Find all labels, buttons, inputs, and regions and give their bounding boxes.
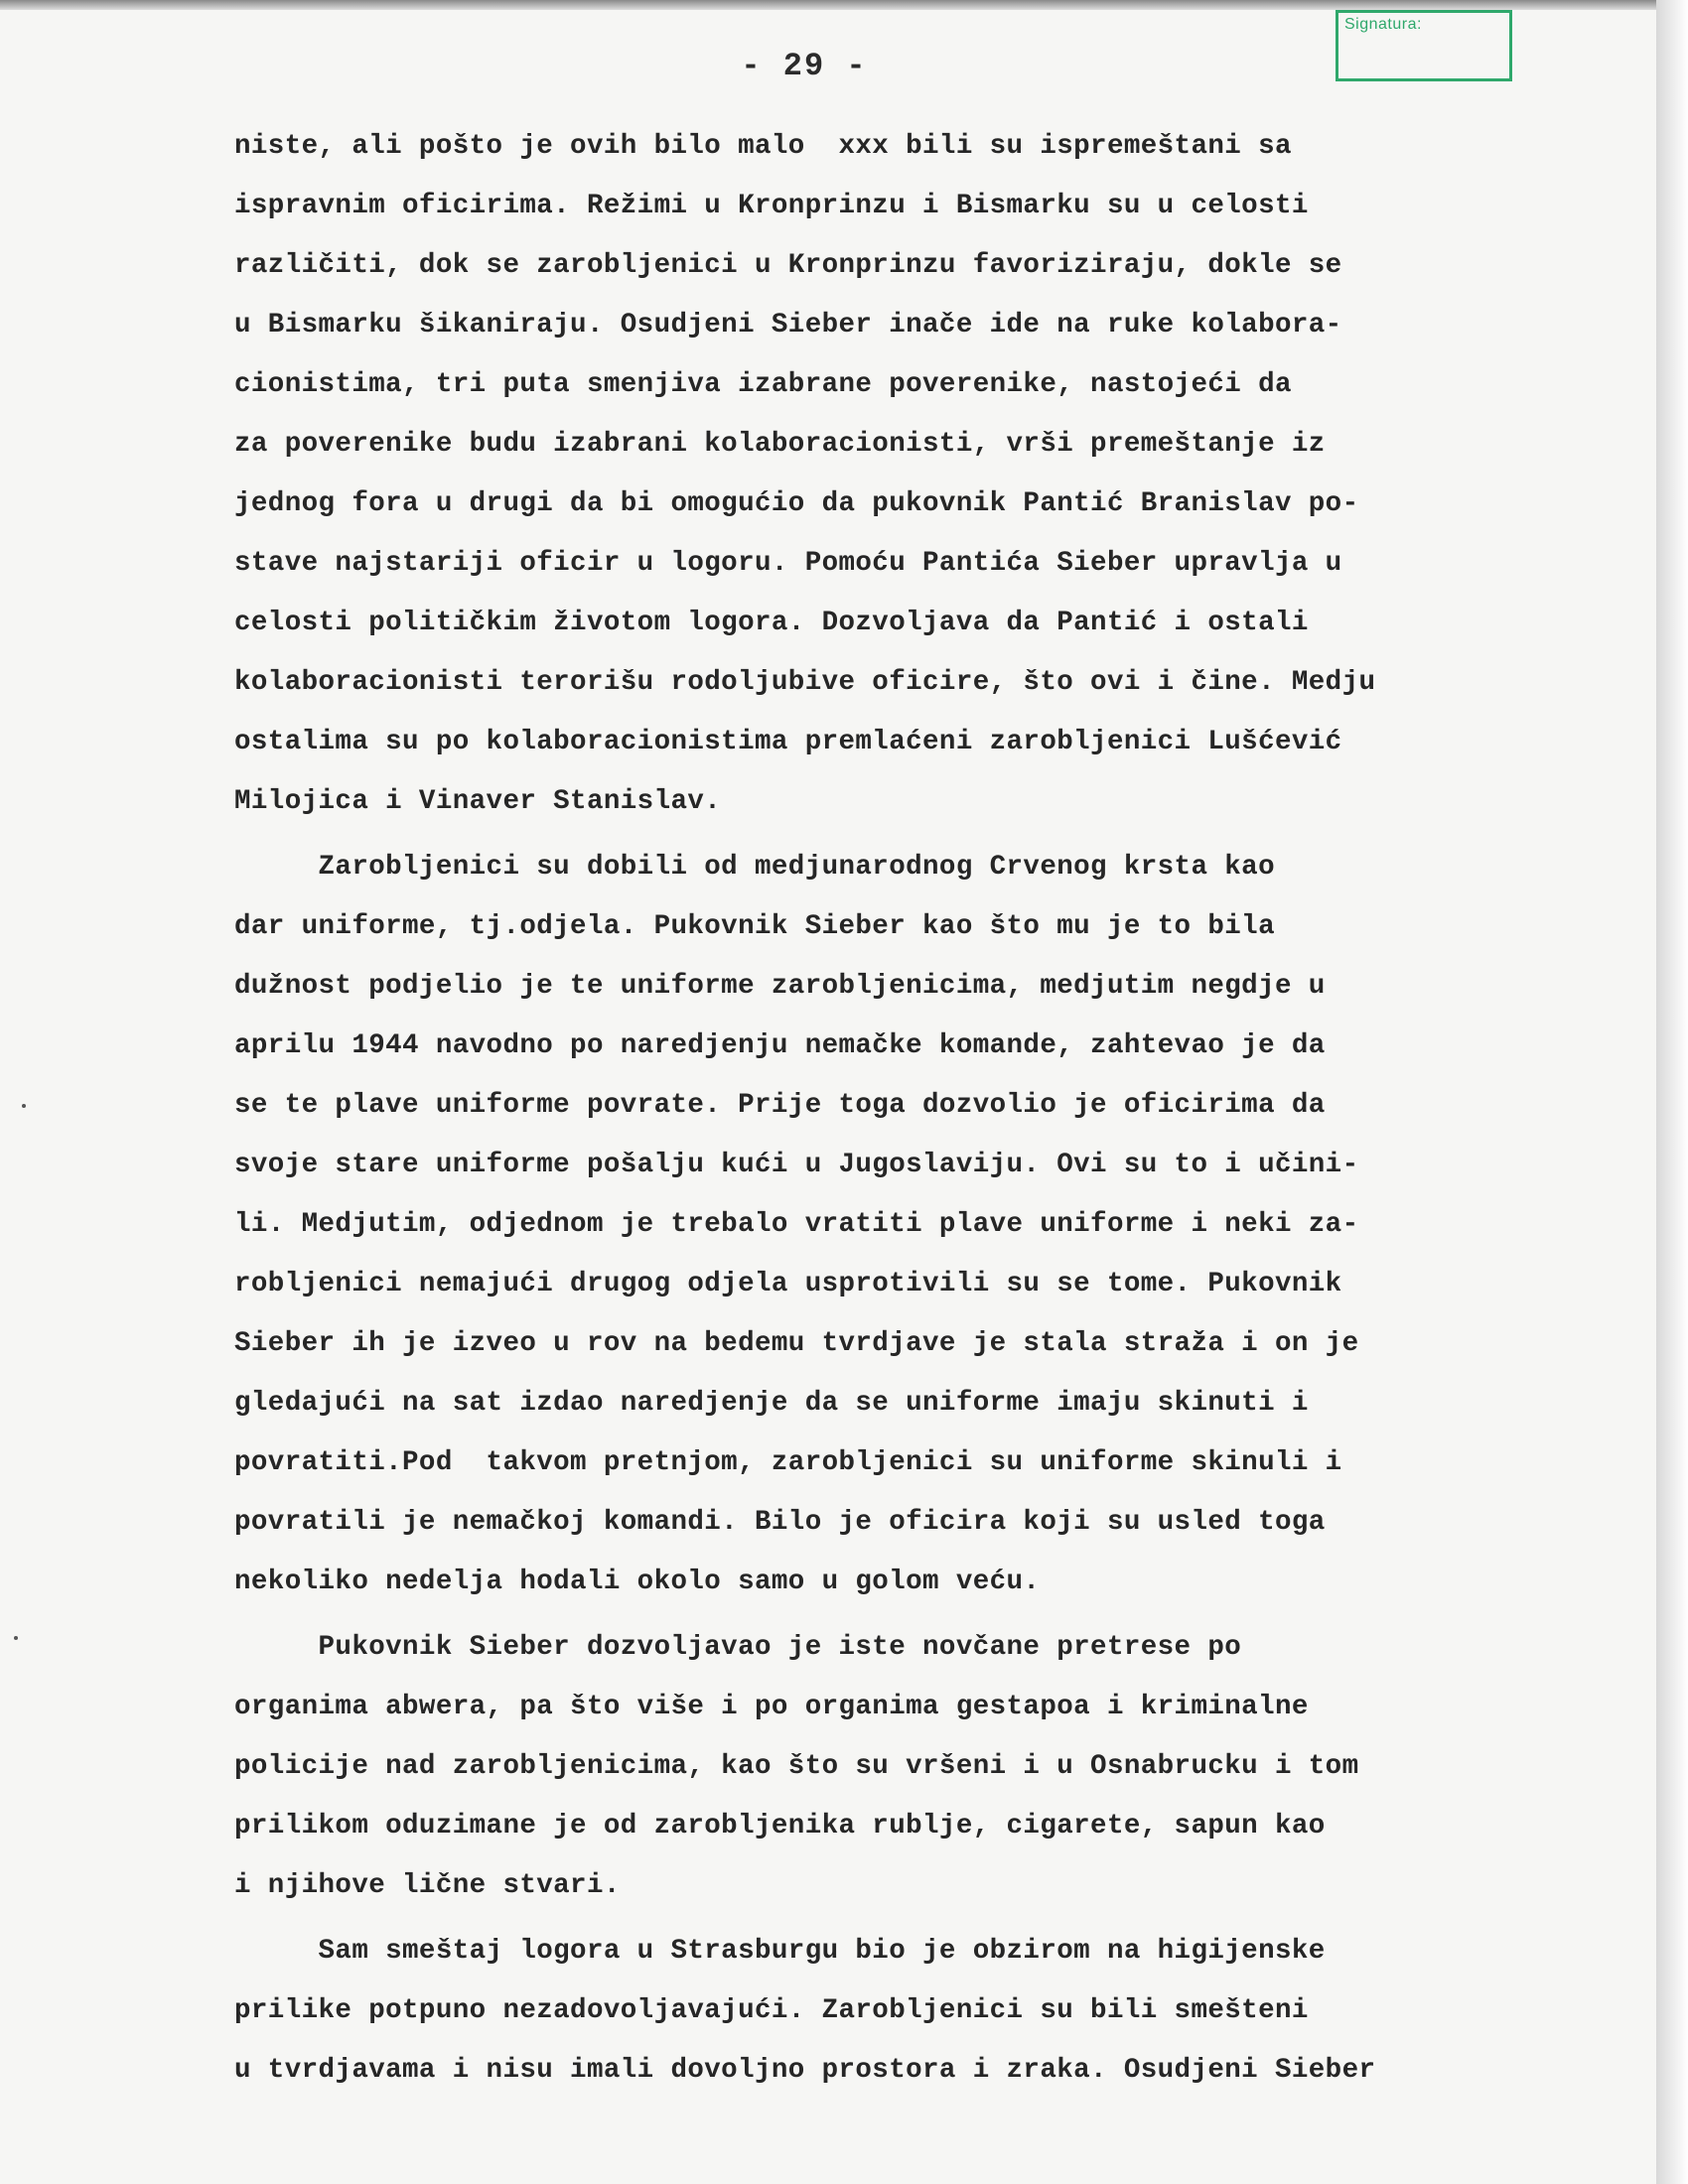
paragraph-start-line: Sam smeštaj logora u Strasburgu bio je obzirom na higijenske — [234, 1936, 1326, 1967]
text-line: jednog fora u drugi da bi omogućio da pukovnik Pantić Branislav po- — [234, 488, 1359, 519]
text-line: aprilu 1944 navodno po naredjenju nemačke komande, zahtevao je da — [234, 1030, 1326, 1061]
text-line: za poverenike budu izabrani kolaboracionisti, vrši premeštanje iz — [234, 429, 1326, 460]
text-line: cionistima, tri puta smenjiva izabrane poverenike, nastojeći da — [234, 369, 1292, 400]
text-line: ostalima su po kolaboracionistima premlaćeni zarobljenici Lušćević — [234, 727, 1342, 757]
text-line: u Bismarku šikaniraju. Osudjeni Sieber inače ide na ruke kolabora- — [234, 310, 1342, 341]
scan-top-edge — [0, 0, 1656, 10]
text-line: policije nad zarobljenicima, kao što su vršeni i u Osnabrucku i tom — [234, 1751, 1359, 1782]
text-line: svoje stare uniforme pošalju kući u Jugoslaviju. Ovi su to i učini- — [234, 1150, 1359, 1180]
text-line: povratili je nemačkoj komandi. Bilo je oficira koji su usled toga — [234, 1507, 1326, 1538]
scan-speck — [14, 1636, 18, 1640]
text-line: Milojica i Vinaver Stanislav. — [234, 786, 722, 817]
text-line: prilikom oduzimane je od zarobljenika rublje, cigarete, sapun kao — [234, 1811, 1326, 1842]
body-text — [234, 117, 1624, 2101]
text-line: niste, ali pošto je ovih bilo malo xxx bili su ispremeštani sa — [234, 131, 1292, 162]
text-line: nekoliko nedelja hodali okolo samo u golom veću. — [234, 1567, 1041, 1597]
page-number: - 29 - — [741, 48, 868, 84]
text-line: u tvrdjavama i nisu imali dovoljno prostora i zraka. Osudjeni Sieber — [234, 2055, 1376, 2086]
text-line: i njihove lične stvari. — [234, 1870, 621, 1901]
text-line: stave najstariji oficir u logoru. Pomoću Pantića Sieber upravlja u — [234, 548, 1342, 579]
text-line: organima abwera, pa što više i po organima gestapoa i kriminalne — [234, 1692, 1309, 1722]
text-line: dar uniforme, tj.odjela. Pukovnik Sieber kao što mu je to bila — [234, 911, 1275, 942]
stamp-label: Signatura: — [1344, 16, 1422, 33]
text-line: povratiti.Pod takvom pretnjom, zarobljenici su uniforme skinuli i — [234, 1447, 1342, 1478]
scan-speck — [22, 1104, 26, 1108]
text-line: li. Medjutim, odjednom je trebalo vratiti plave uniforme i neki za- — [234, 1209, 1359, 1240]
paragraph-start-line: Zarobljenici su dobili od medjunarodnog Crvenog krsta kao — [234, 852, 1275, 883]
text-line: celosti političkim životom logora. Dozvoljava da Pantić i ostali — [234, 608, 1309, 638]
text-line: ispravnim oficirima. Režimi u Kronprinzu i Bismarku su u celosti — [234, 191, 1309, 221]
text-line: robljenici nemajući drugog odjela usprotivili su se tome. Pukovnik — [234, 1269, 1342, 1299]
text-line: gledajući na sat izdao naredjenje da se uniforme imaju skinuti i — [234, 1388, 1309, 1419]
text-line: različiti, dok se zarobljenici u Kronprinzu favoriziraju, dokle se — [234, 250, 1342, 281]
text-line: se te plave uniforme povrate. Prije toga dozvolio je oficirima da — [234, 1090, 1326, 1121]
scan-right-shadow — [1656, 0, 1688, 2184]
signature-stamp-box — [1336, 10, 1512, 81]
paragraph-start-line: Pukovnik Sieber dozvoljavao je iste novčane pretrese po — [234, 1632, 1242, 1663]
text-line: Sieber ih je izveo u rov na bedemu tvrdjave je stala straža i on je — [234, 1328, 1359, 1359]
text-line: prilike potpuno nezadovoljavajući. Zarobljenici su bili smešteni — [234, 1995, 1309, 2026]
text-line: kolaboracionisti terorišu rodoljubive oficire, što ovi i čine. Medju — [234, 667, 1376, 698]
text-line: dužnost podjelio je te uniforme zarobljenicima, medjutim negdje u — [234, 971, 1326, 1002]
